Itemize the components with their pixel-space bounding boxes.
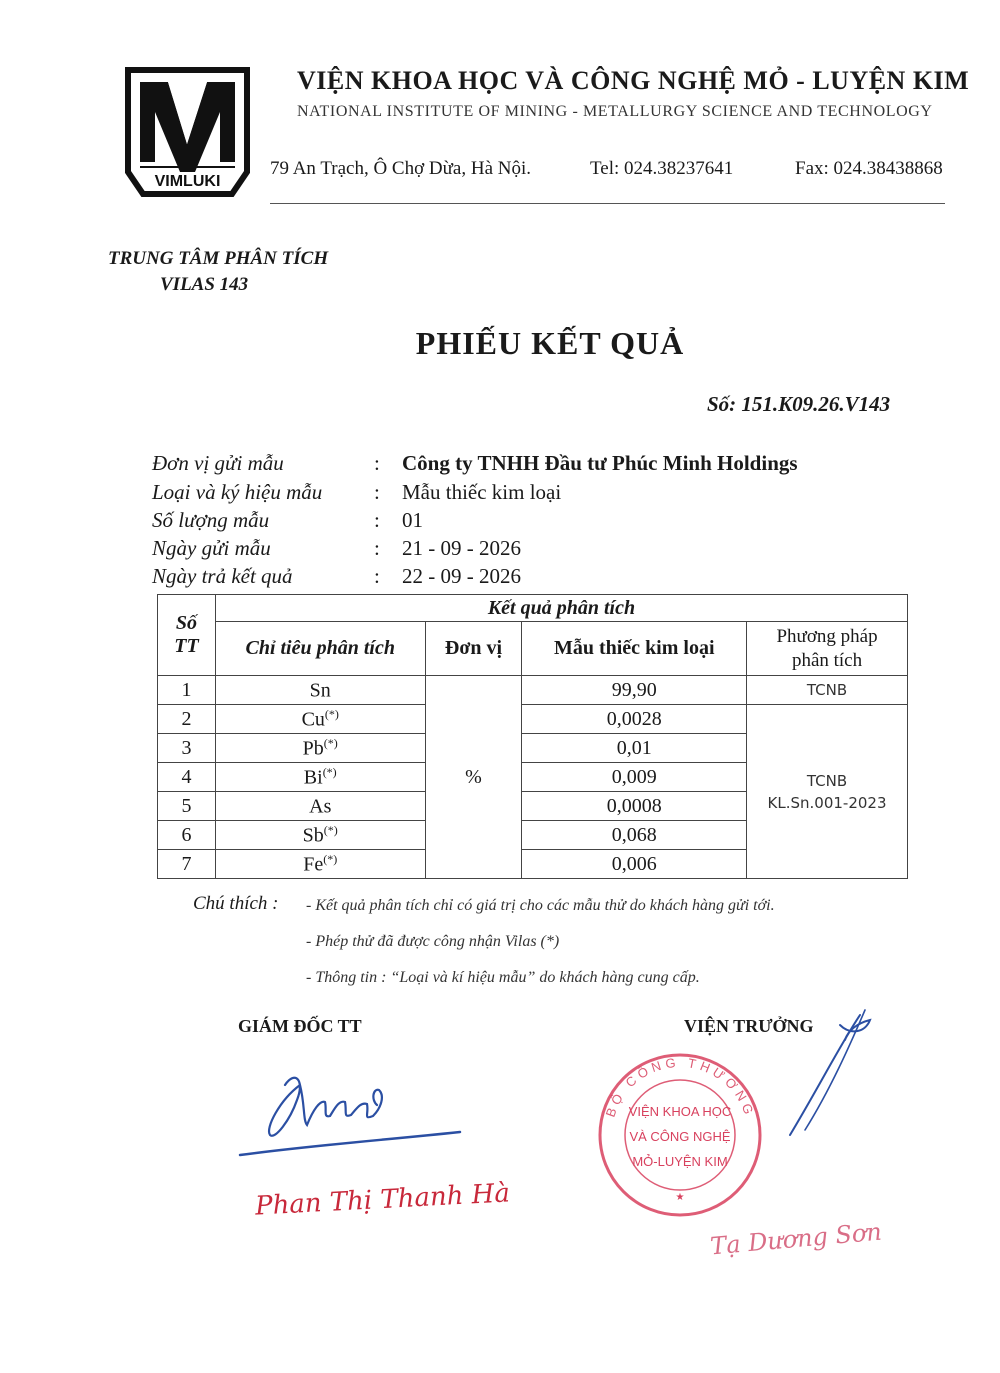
institute-name-en: NATIONAL INSTITUTE OF MINING - METALLURGY SCIENCE AND TECHNOLOGY <box>297 103 933 120</box>
info-colon: : <box>374 508 380 532</box>
institute-name-vn: VIỆN KHOA HỌC VÀ CÔNG NGHỆ MỎ - LUYỆN KIM <box>297 66 970 95</box>
notes-label: Chú thích : <box>193 893 279 914</box>
table-row: 4 Bi(*) 0,009 <box>158 763 908 792</box>
stamp-line-1: VIỆN KHOA HỌC <box>628 1104 732 1119</box>
info-label: Đơn vị gửi mẫu <box>152 451 284 475</box>
star-icon: ★ <box>675 1192 685 1203</box>
signer-right-name: Tạ Dương Sơn <box>709 1217 883 1261</box>
table-row: 2 Cu(*) 0,0028 TCNB KL.Sn.001-2023 <box>158 705 908 734</box>
info-label: Loại và ký hiệu mẫu <box>152 480 323 504</box>
info-label: Số lượng mẫu <box>152 508 270 532</box>
handwritten-signature-left <box>235 1060 465 1170</box>
institute-logo <box>120 62 255 202</box>
note-item: - Kết quả phân tích chỉ có giá trị cho các mẫu thử do khách hàng gửi tới. <box>306 897 775 914</box>
info-value: Công ty TNHH Đầu tư Phúc Minh Holdings <box>402 451 798 475</box>
info-value: 01 <box>402 508 423 532</box>
document-number: Số: 151.K09.26.V143 <box>707 392 891 416</box>
info-colon: : <box>374 480 380 504</box>
telephone: Tel: 024.38237641 <box>590 158 734 179</box>
signature-right-title: VIỆN TRƯỞNG <box>684 1016 814 1036</box>
table-row: 3 Pb(*) 0,01 <box>158 734 908 763</box>
method-cell-2: TCNB KL.Sn.001-2023 <box>747 705 908 879</box>
note-item: - Phép thử đã được công nhận Vilas (*) <box>306 933 560 950</box>
official-stamp <box>595 1050 765 1220</box>
signer-left-name: Phan Thị Thanh Hà <box>254 1178 511 1222</box>
info-value: 22 - 09 - 2026 <box>402 564 521 588</box>
info-colon: : <box>374 536 380 560</box>
col-header-no: Số TT <box>158 595 216 676</box>
stamp-ring-text: BỘ CÔNG THƯƠNG <box>602 1054 758 1120</box>
col-header-parameter: Chỉ tiêu phân tích <box>215 622 425 676</box>
info-colon: : <box>374 564 380 588</box>
stamp-line-3: MỎ-LUYỆN KIM <box>632 1154 728 1169</box>
info-colon: : <box>374 451 380 475</box>
center-code: VILAS 143 <box>160 274 249 295</box>
col-header-method: Phương pháp phân tích <box>747 622 908 676</box>
table-row: 5 As 0,0008 <box>158 792 908 821</box>
group-header-results: Kết quả phân tích <box>215 595 907 622</box>
note-item: - Thông tin : “Loại và kí hiệu mẫu” do khách hàng cung cấp. <box>306 969 700 986</box>
info-label: Ngày gửi mẫu <box>152 536 271 560</box>
signature-left-title: GIÁM ĐỐC TT <box>238 1016 362 1036</box>
logo-text: VIMLUKI <box>154 173 221 190</box>
table-row: 1 Sn % 99,90 TCNB <box>158 676 908 705</box>
fax: Fax: 024.38438868 <box>795 158 943 179</box>
document-title: PHIẾU KẾT QUẢ <box>415 325 685 361</box>
info-value: 21 - 09 - 2026 <box>402 536 521 560</box>
table-row: 6 Sb(*) 0,068 <box>158 821 908 850</box>
stamp-line-2: VÀ CÔNG NGHỆ <box>629 1129 731 1144</box>
info-label: Ngày trả kết quả <box>152 564 293 588</box>
info-value: Mẫu thiếc kim loại <box>402 480 562 504</box>
center-name: TRUNG TÂM PHÂN TÍCH <box>108 248 329 269</box>
address: 79 An Trạch, Ô Chợ Dừa, Hà Nội. <box>270 158 532 179</box>
handwritten-signature-right <box>770 1005 880 1145</box>
col-header-unit: Đơn vị <box>425 622 522 676</box>
table-row: 7 Fe(*) 0,006 <box>158 850 908 879</box>
unit-cell: % <box>425 676 522 879</box>
method-cell-1: TCNB <box>747 676 908 705</box>
results-table <box>157 594 908 879</box>
col-header-sample: Mẫu thiếc kim loại <box>522 622 747 676</box>
header-divider <box>270 203 945 204</box>
